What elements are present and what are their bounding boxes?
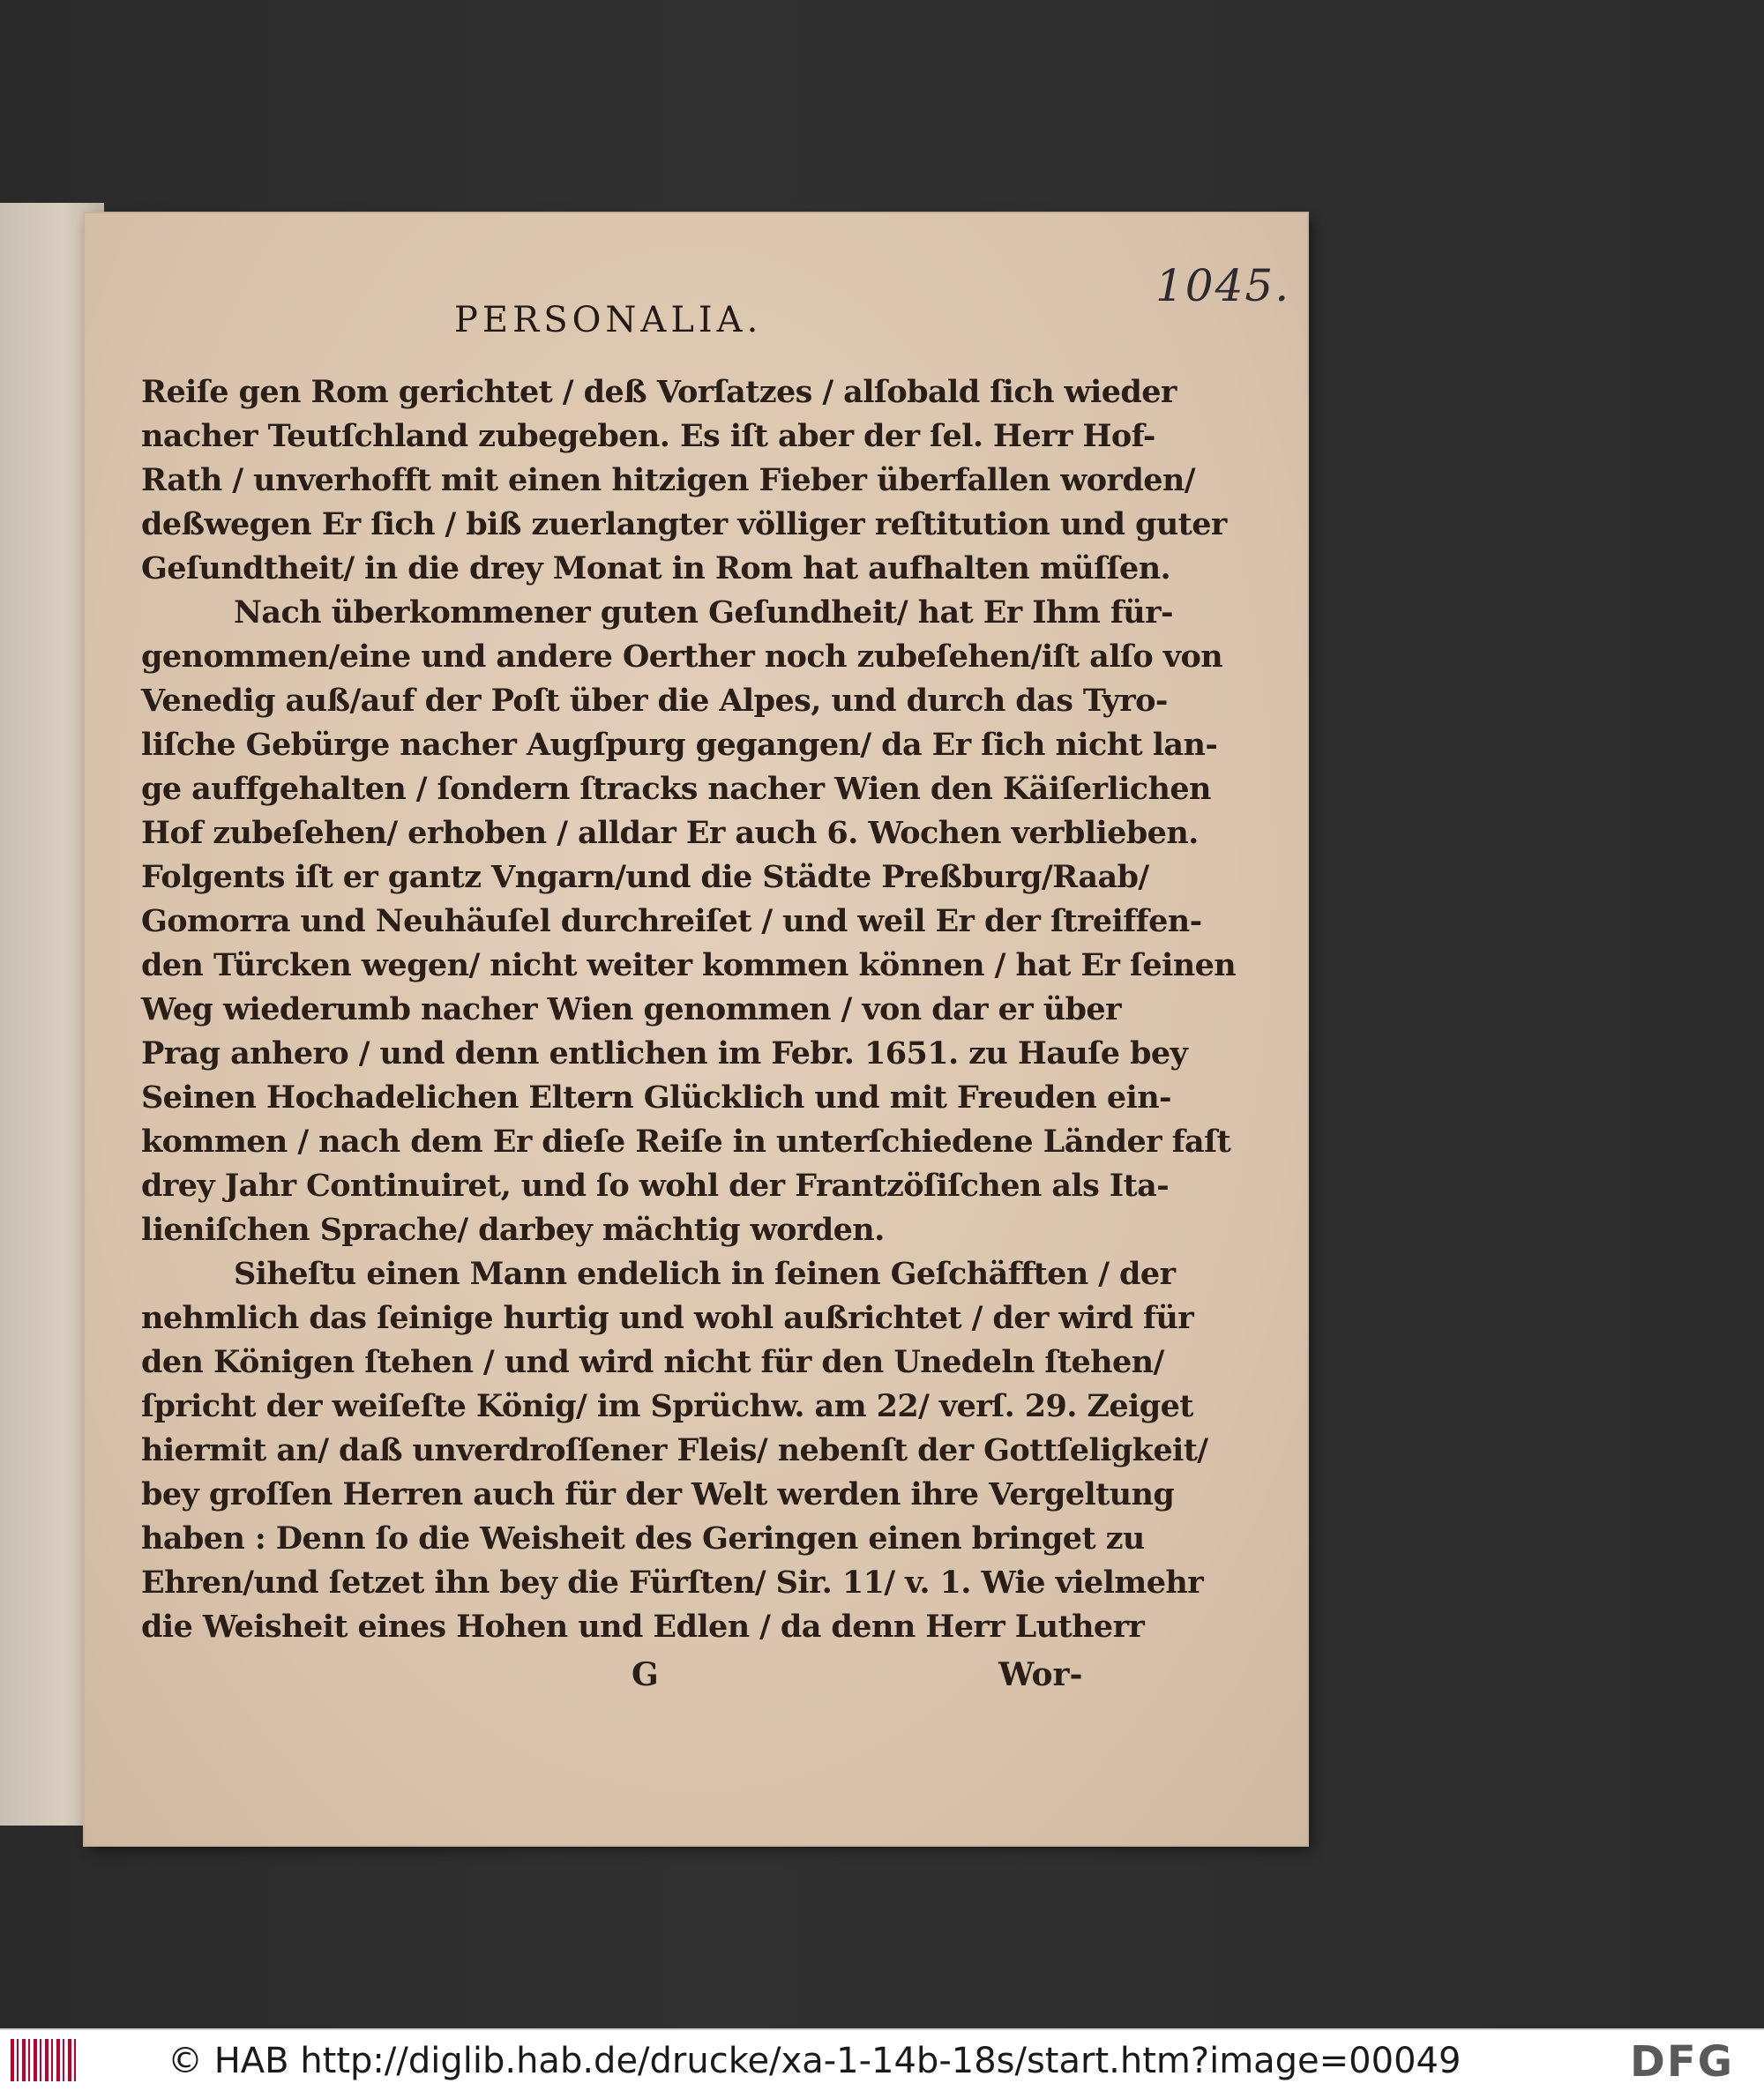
barcode-icon [11,2039,76,2081]
text-line: Ehren/und ſetzet ihn bey die Fürſten/ Sir. 11/ v. 1. Wie vielmehr [141,1565,1204,1601]
text-line: den Türcken wegen/ nicht weiter kommen können / hat Er ſeinen [141,947,1237,983]
text-line: Venedig auß/auf der Poſt über die Alpes, und durch das Tyro- [141,683,1168,719]
text-line: ſpricht der weiſeſte König/ im Sprüchw. am 22/ verſ. 29. Zeiget [141,1388,1193,1424]
text-line: deßwegen Er ſich / biß zuerlangter völliger reſtitution und guter [141,506,1227,542]
text-line: Gomorra und Neuhäuſel durchreiſet / und weil Er der ſtreiffen- [141,903,1202,939]
text-line: Seinen Hochadelichen Eltern Glücklich und mit Freuden ein- [141,1079,1171,1116]
text-line: Rath / unverhofft mit einen hitzigen Fieber überfallen worden/ [141,462,1195,498]
text-line: liſche Gebürge nacher Augſpurg gegangen/ da Er ſich nicht lan- [141,727,1218,763]
text-line: Prag anhero / und denn entlichen im Febr. 1651. zu Hauſe bey [141,1035,1188,1072]
body-text [141,370,1237,1649]
text-line: Geſundtheit/ in die drey Monat in Rom hat aufhalten müſſen. [141,550,1171,586]
copyright-link[interactable]: © HAB http://diglib.hab.de/drucke/xa-1-14b-18s/start.htm?image=00049 [168,2041,1461,2081]
text-line: bey groſſen Herren auch für der Welt werden ihre Vergeltung [141,1476,1175,1512]
text-line: lieniſchen Sprache/ darbey mächtig worden. [141,1212,885,1248]
text-line: genommen/eine und andere Oerther noch zubeſehen/iſt alſo von [141,639,1223,675]
catchword: Wor- [998,1656,1083,1693]
dfg-logo: DFG [1630,2037,1735,2087]
text-line: Hof zubeſehen/ erhoben / alldar Er auch 6. Wochen verblieben. [141,815,1199,851]
text-line: Nach überkommener guten Geſundheit/ hat Er Ihm für- [234,594,1173,631]
text-line: Weg wiederumb nacher Wien genommen / von dar er über [141,991,1121,1027]
text-line: kommen / nach dem Er dieſe Reiſe in unterſchiedene Länder faſt [141,1124,1231,1160]
text-line: haben : Denn ſo die Weisheit des Geringen einen bringet zu [141,1520,1145,1557]
viewer-footer [0,2028,1764,2091]
signature-mark: G [632,1656,659,1693]
folio-number: 1045. [1155,260,1291,311]
text-line: hiermit an/ daß unverdroſſener Fleis/ nebenſt der Gottſeligkeit/ [141,1432,1208,1468]
text-line: ge auffgehalten / ſondern ſtracks nacher Wien den Käiſerlichen [141,771,1211,807]
text-line: Folgents iſt er gantz Vngarn/und die Städte Preßburg/Raab/ [141,859,1149,895]
text-line: Reiſe gen Rom gerichtet / deß Vorſatzes / alſobald ſich wieder [141,374,1177,410]
text-line: drey Jahr Continuiret, und ſo wohl der Frantzöſiſchen als Ita- [141,1168,1170,1204]
running-head: PERSONALIA. [454,300,763,340]
text-line: Siheſtu einen Mann endelich in ſeinen Geſchäfften / der [234,1256,1176,1292]
text-line: nehmlich das ſeinige hurtig und wohl außrichtet / der wird für [141,1300,1194,1336]
text-line: nacher Teutſchland zubegeben. Es iſt aber der ſel. Herr Hof- [141,418,1155,454]
text-line: die Weisheit eines Hohen und Edlen / da denn Herr Lutherr [141,1609,1145,1645]
text-line: den Königen ſtehen / und wird nicht für den Unedeln ſtehen/ [141,1344,1164,1380]
